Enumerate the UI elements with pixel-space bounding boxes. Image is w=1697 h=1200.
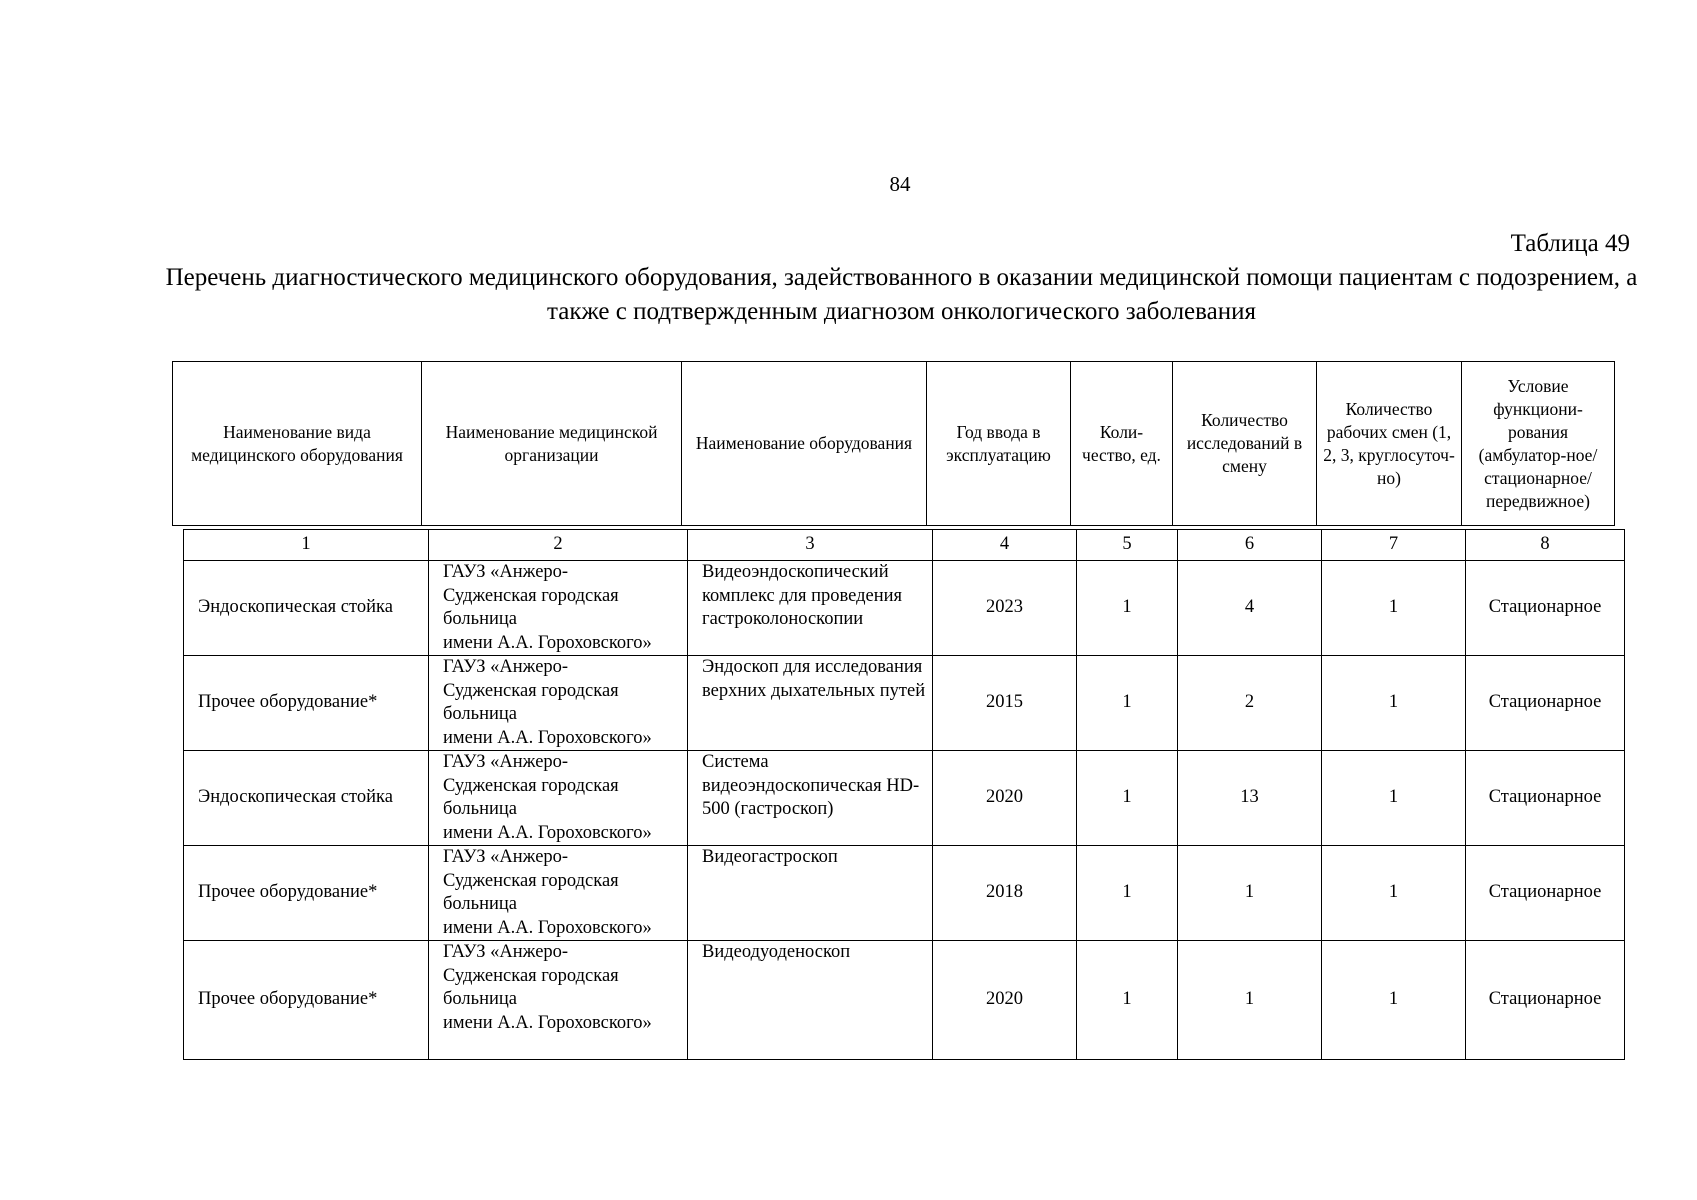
table-row xyxy=(184,846,1625,941)
equipment-name-cell: Видеодуоденоскоп xyxy=(688,941,933,1060)
quantity-cell: 1 xyxy=(1077,846,1178,941)
document-title: Перечень диагностического медицинского оборудования, задействованного в оказании медицинской помощи пациентам с подозрением, а также с подтвержденным диагнозом онкологического заболевания xyxy=(165,264,1638,325)
equipment-name-cell: Эндоскоп для исследования верхних дыхательных путей xyxy=(688,656,933,751)
quantity-cell: 1 xyxy=(1077,941,1178,1060)
organization-line: имени А.А. Гороховского» xyxy=(443,917,652,938)
studies-cell: 2 xyxy=(1178,656,1322,751)
quantity-cell: 1 xyxy=(1077,751,1178,846)
studies-cell: 1 xyxy=(1178,846,1322,941)
year-cell: 2023 xyxy=(933,561,1077,656)
column-number: 6 xyxy=(1178,530,1322,561)
header-cell: Наименование вида медицинского оборудования xyxy=(173,362,422,526)
organization-line: имени А.А. Гороховского» xyxy=(443,727,652,748)
organization-line: Судженская городская xyxy=(443,585,619,606)
column-number: 1 xyxy=(184,530,429,561)
header-cell: Год ввода в эксплуатацию xyxy=(927,362,1071,526)
header-table xyxy=(172,361,1615,526)
column-number: 3 xyxy=(688,530,933,561)
organization-line: Судженская городская xyxy=(443,965,619,986)
studies-cell: 4 xyxy=(1178,561,1322,656)
header-cell: Количество исследований в смену xyxy=(1173,362,1317,526)
quantity-cell: 1 xyxy=(1077,561,1178,656)
organization-cell xyxy=(429,846,688,941)
column-number: 5 xyxy=(1077,530,1178,561)
header-cell: Коли-чество, ед. xyxy=(1071,362,1173,526)
year-cell: 2020 xyxy=(933,941,1077,1060)
organization-line: Судженская городская xyxy=(443,870,619,891)
organization-line: ГАУЗ «Анжеро- xyxy=(443,562,569,582)
year-cell: 2015 xyxy=(933,656,1077,751)
condition-cell: Стационарное xyxy=(1466,846,1625,941)
year-cell: 2018 xyxy=(933,846,1077,941)
organization-line: имени А.А. Гороховского» xyxy=(443,632,652,653)
shifts-cell: 1 xyxy=(1322,846,1466,941)
table-row xyxy=(184,751,1625,846)
organization-cell xyxy=(429,751,688,846)
organization-line: ГАУЗ «Анжеро- xyxy=(443,942,569,962)
table-row xyxy=(184,561,1625,656)
equipment-name-cell: Видеоэндоскопический комплекс для проведения гастроколоноскопии xyxy=(688,561,933,656)
header-cell: Наименование оборудования xyxy=(682,362,927,526)
equipment-name-cell: Видеогастроскоп xyxy=(688,846,933,941)
condition-cell: Стационарное xyxy=(1466,751,1625,846)
quantity-cell: 1 xyxy=(1077,656,1178,751)
organization-line: ГАУЗ «Анжеро- xyxy=(443,752,569,772)
equipment-name-cell: Система видеоэндоскопическая HD-500 (гастроскоп) xyxy=(688,751,933,846)
table-row xyxy=(184,941,1625,1060)
organization-line: имени А.А. Гороховского» xyxy=(443,1012,652,1033)
page-number: 84 xyxy=(889,172,911,196)
organization-line: Судженская городская xyxy=(443,680,619,701)
organization-cell xyxy=(429,656,688,751)
column-number: 2 xyxy=(429,530,688,561)
organization-line: больница xyxy=(443,799,517,819)
header-cell: Условие функциони-рования (амбулатор-ное/ стационарное/ передвижное) xyxy=(1462,362,1615,526)
organization-line: ГАУЗ «Анжеро- xyxy=(443,847,569,867)
equipment-type-cell: Эндоскопическая стойка xyxy=(184,561,429,656)
shifts-cell: 1 xyxy=(1322,656,1466,751)
equipment-table xyxy=(183,529,1625,1060)
organization-line: больница xyxy=(443,894,517,914)
organization-line: имени А.А. Гороховского» xyxy=(443,822,652,843)
condition-cell: Стационарное xyxy=(1466,941,1625,1060)
organization-cell xyxy=(429,561,688,656)
column-number: 4 xyxy=(933,530,1077,561)
studies-cell: 1 xyxy=(1178,941,1322,1060)
year-cell: 2020 xyxy=(933,751,1077,846)
table-label: Таблица 49 xyxy=(1510,230,1630,257)
organization-line: больница xyxy=(443,989,517,1009)
column-number: 8 xyxy=(1466,530,1625,561)
equipment-type-cell: Прочее оборудование* xyxy=(184,846,429,941)
organization-line: больница xyxy=(443,704,517,724)
organization-cell xyxy=(429,941,688,1060)
column-number: 7 xyxy=(1322,530,1466,561)
header-cell: Количество рабочих смен (1, 2, 3, круглосуточ-но) xyxy=(1317,362,1462,526)
condition-cell: Стационарное xyxy=(1466,561,1625,656)
organization-line: больница xyxy=(443,609,517,629)
organization-line: Судженская городская xyxy=(443,775,619,796)
table-row xyxy=(184,656,1625,751)
studies-cell: 13 xyxy=(1178,751,1322,846)
equipment-type-cell: Прочее оборудование* xyxy=(184,941,429,1060)
shifts-cell: 1 xyxy=(1322,751,1466,846)
shifts-cell: 1 xyxy=(1322,941,1466,1060)
column-number-row xyxy=(184,530,1625,561)
condition-cell: Стационарное xyxy=(1466,656,1625,751)
header-cell: Наименование медицинской организации xyxy=(422,362,682,526)
organization-line: ГАУЗ «Анжеро- xyxy=(443,657,569,677)
equipment-type-cell: Эндоскопическая стойка xyxy=(184,751,429,846)
equipment-type-cell: Прочее оборудование* xyxy=(184,656,429,751)
header-row xyxy=(173,362,1615,526)
shifts-cell: 1 xyxy=(1322,561,1466,656)
